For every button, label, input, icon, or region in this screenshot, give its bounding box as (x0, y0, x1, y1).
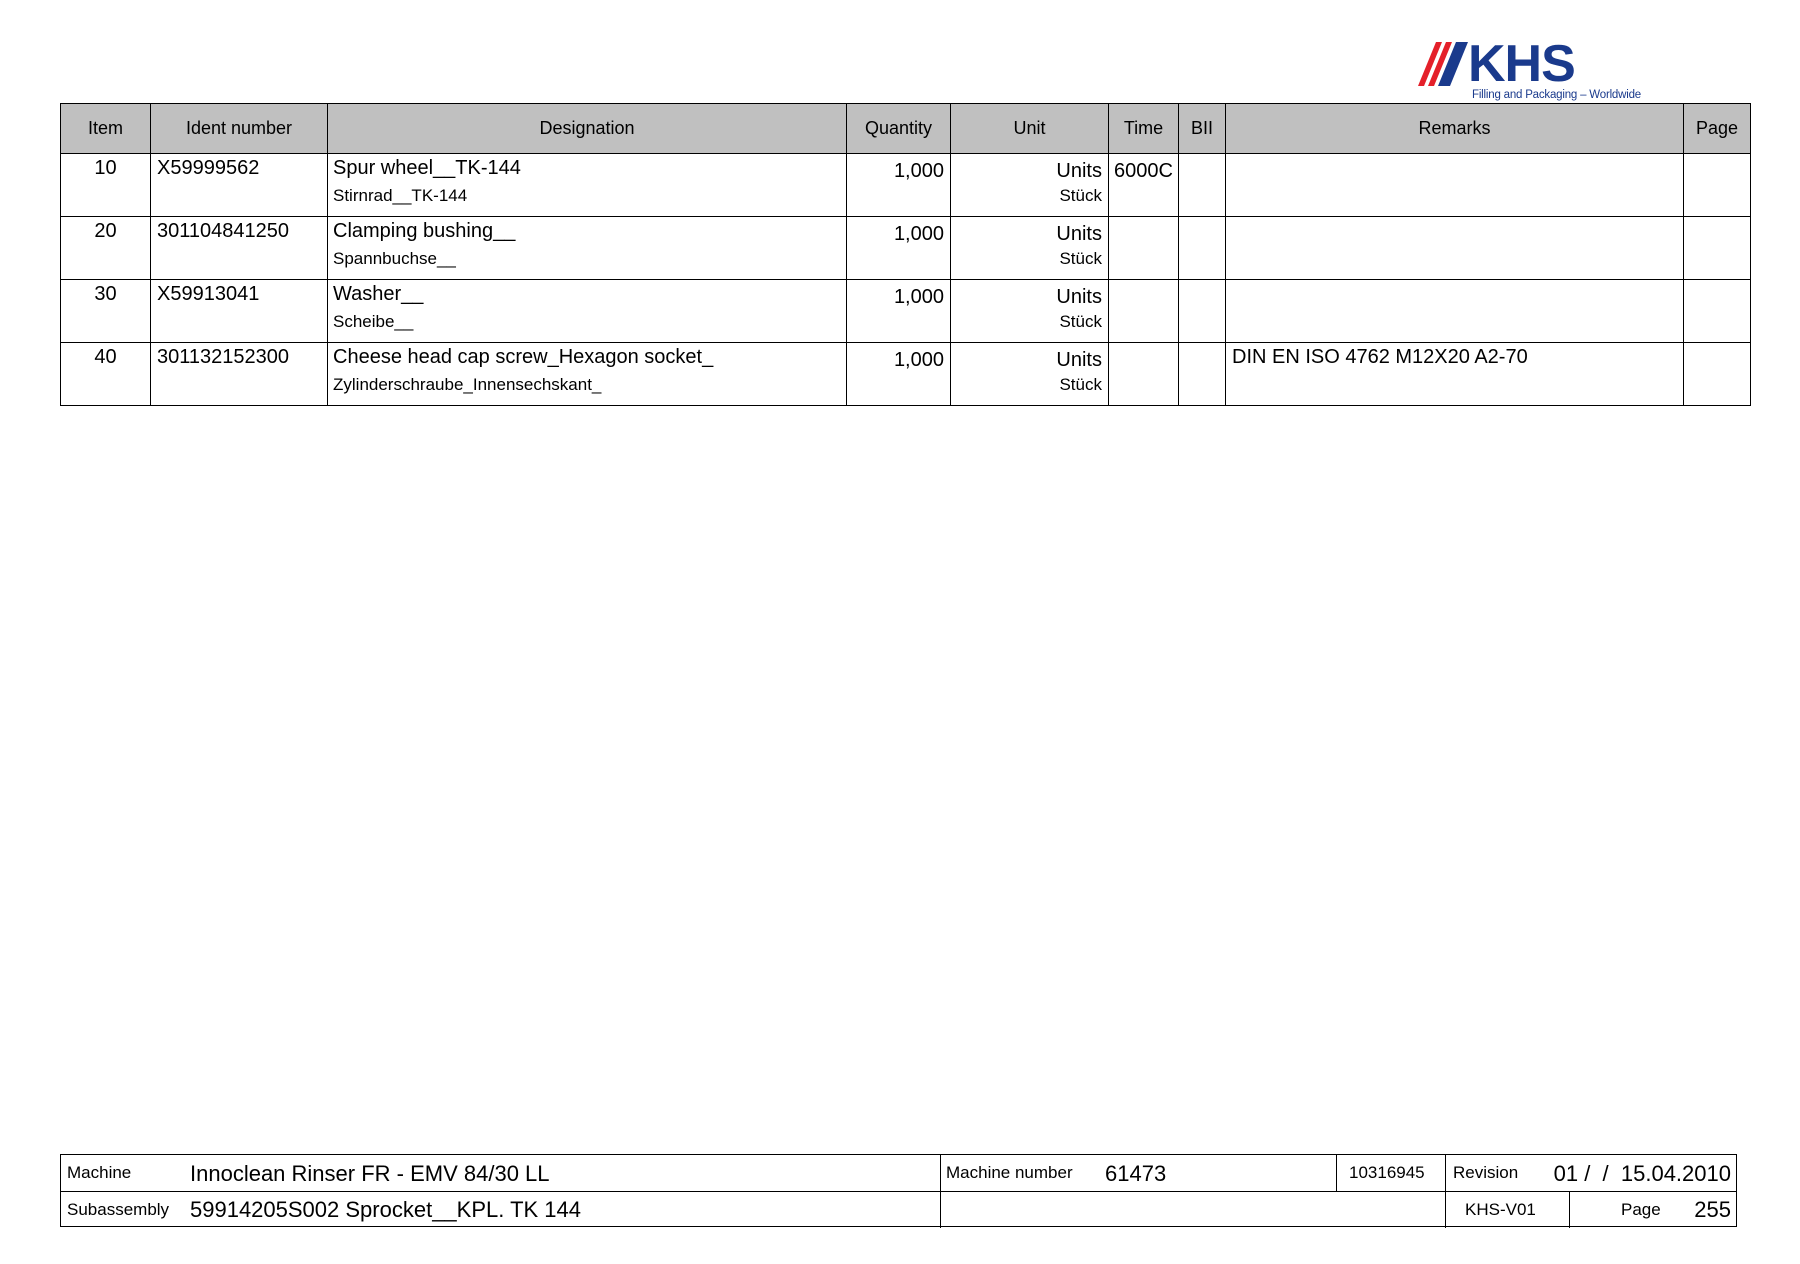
cell-page (1684, 154, 1751, 217)
khs-logo (1418, 35, 1641, 106)
cell-bii (1179, 217, 1226, 280)
cell-ident-number: X59913041 (151, 280, 328, 343)
header-ident-number: Ident number (151, 104, 328, 154)
khs-logo-tagline: Filling and Packaging – Worldwide (1472, 89, 1641, 101)
designation-en: Washer__ (333, 283, 424, 305)
header-page: Page (1684, 104, 1751, 154)
cell-bii (1179, 154, 1226, 217)
machine-number-value: 61473 (1105, 1161, 1167, 1186)
designation-en: Cheese head cap screw_Hexagon socket_ (333, 346, 714, 368)
header-remarks: Remarks (1226, 104, 1684, 154)
cell-item: 30 (61, 280, 151, 343)
cell-quantity: 1,000 (847, 217, 951, 280)
cell-ident-number: 301132152300 (151, 343, 328, 406)
cell-time (1109, 217, 1179, 280)
header-time: Time (1109, 104, 1179, 154)
cell-bii (1179, 343, 1226, 406)
parts-list-table (60, 103, 1751, 406)
subassembly-label: Subassembly (67, 1200, 170, 1219)
unit-de: Stück (1059, 249, 1102, 268)
page-value: 255 (1694, 1197, 1731, 1222)
header-designation: Designation (328, 104, 847, 154)
cell-designation (328, 280, 847, 343)
form-code: KHS-V01 (1465, 1200, 1536, 1219)
khs-logo-text: KHS (1468, 35, 1575, 93)
cell-time (1109, 280, 1179, 343)
cell-remarks (1226, 280, 1684, 343)
cell-page (1684, 280, 1751, 343)
unit-en: Units (1056, 349, 1102, 371)
machine-label: Machine (67, 1163, 132, 1182)
cell-page (1684, 343, 1751, 406)
machine-number-label: Machine number (946, 1163, 1073, 1182)
cell-remarks (1226, 217, 1684, 280)
title-block-divider (1445, 1155, 1446, 1228)
title-block (60, 1154, 1737, 1227)
title-block-divider (1569, 1191, 1570, 1228)
header-item: Item (61, 104, 151, 154)
table-header-row (61, 104, 1751, 154)
unit-de: Stück (1059, 312, 1102, 331)
cell-unit (951, 343, 1109, 406)
designation-en: Clamping bushing__ (333, 220, 516, 242)
unit-de: Stück (1059, 375, 1102, 394)
header-unit: Unit (951, 104, 1109, 154)
cell-item: 10 (61, 154, 151, 217)
revision-label: Revision (1453, 1163, 1519, 1182)
unit-en: Units (1056, 286, 1102, 308)
unit-de: Stück (1059, 186, 1102, 205)
cell-quantity: 1,000 (847, 343, 951, 406)
designation-en: Spur wheel__TK-144 (333, 157, 521, 179)
table-row (61, 343, 1751, 406)
machine-value: Innoclean Rinser FR - EMV 84/30 LL (190, 1161, 550, 1186)
document-number: 10316945 (1349, 1163, 1425, 1182)
page-label: Page (1621, 1200, 1661, 1219)
title-block-divider (1336, 1155, 1337, 1191)
cell-designation (328, 154, 847, 217)
cell-ident-number: 301104841250 (151, 217, 328, 280)
cell-quantity: 1,000 (847, 280, 951, 343)
cell-bii (1179, 280, 1226, 343)
designation-de: Stirnrad__TK-144 (333, 186, 468, 205)
table-row (61, 154, 1751, 217)
cell-page (1684, 217, 1751, 280)
header-bii: BII (1179, 104, 1226, 154)
cell-unit (951, 154, 1109, 217)
revision-value: 01 / / 15.04.2010 (1553, 1161, 1731, 1186)
header-quantity: Quantity (847, 104, 951, 154)
table-row (61, 217, 1751, 280)
cell-unit (951, 280, 1109, 343)
unit-en: Units (1056, 160, 1102, 182)
cell-item: 20 (61, 217, 151, 280)
cell-unit (951, 217, 1109, 280)
unit-en: Units (1056, 223, 1102, 245)
title-block-divider (61, 1191, 1736, 1192)
cell-ident-number: X59999562 (151, 154, 328, 217)
designation-de: Spannbuchse__ (333, 249, 456, 268)
khs-logo-stripes-icon (1418, 42, 1470, 86)
cell-designation (328, 217, 847, 280)
cell-remarks (1226, 154, 1684, 217)
cell-quantity: 1,000 (847, 154, 951, 217)
cell-time: 6000C (1109, 154, 1179, 217)
cell-time (1109, 343, 1179, 406)
subassembly-value: 59914205S002 Sprocket__KPL. TK 144 (190, 1197, 582, 1222)
designation-de: Scheibe__ (333, 312, 414, 331)
table-row (61, 280, 1751, 343)
cell-item: 40 (61, 343, 151, 406)
designation-de: Zylinderschraube_Innensechskant_ (333, 375, 602, 394)
cell-designation (328, 343, 847, 406)
title-block-divider (940, 1155, 941, 1228)
cell-remarks: DIN EN ISO 4762 M12X20 A2-70 (1226, 343, 1684, 406)
